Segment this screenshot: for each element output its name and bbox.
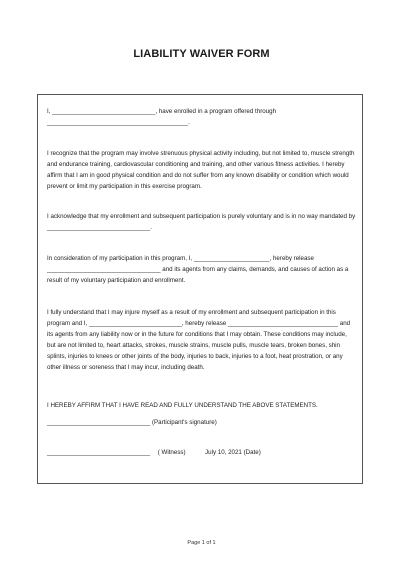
witness-row bbox=[47, 447, 261, 458]
date-value: July 10, 2021 bbox=[205, 449, 242, 456]
witness-signature-line: ______________________________ bbox=[47, 449, 151, 456]
enroll-line-2: _________________________________________. bbox=[47, 119, 190, 126]
page-footer: Page 1 of 1 bbox=[187, 540, 216, 546]
document-title: LIABILITY WAIVER FORM bbox=[133, 48, 270, 60]
participant-signature-label: (Participant's signature) bbox=[151, 419, 217, 426]
participant-signature-row bbox=[47, 417, 217, 428]
recognize-paragraph: I recognize that the program may involve strenuous physical activity including, but not limited to, muscle strength and endurance training, cardiovascular conditioning and training, and other various fitness activities. I hereby affirm that I am in good physical condition and do not suffer from any known disability or condition which would prevent or limit my participation in this exercise program. bbox=[47, 150, 355, 190]
understand-paragraph: I fully understand that I may injure myself as a result of my enrollment and subsequent participation in this program and I, ___________________________, hereby release ________________________________ and its agents from any liability now or in the future for conditions that I may obtain. These conditions may include, but are not limited to, heart attacks, strokes, muscle strains, muscle pulls, muscle tears, broken bones, shin splints, injuries to knees or other joints of the body, injuries to back, injuries to a foot, heat prostration, or any other illness or soreness that I may incur, including death. bbox=[47, 309, 351, 371]
affirm-statement: I HEREBY AFFIRM THAT I HAVE READ AND FULLY UNDERSTAND THE ABOVE STATEMENTS. bbox=[47, 402, 318, 409]
participant-signature-line: ______________________________ bbox=[47, 419, 151, 426]
date-label: (Date) bbox=[243, 449, 261, 456]
acknowledge-paragraph: I acknowledge that my enrollment and subsequent participation is purely voluntary and is in no way mandated by ______________________________. bbox=[47, 213, 356, 231]
witness-label: ( Witness) bbox=[157, 449, 186, 456]
consideration-paragraph: In consideration of my participation in this program, I, ______________________, hereby release _________________________________ and its agents from any claims, demands, and causes of action as a result of my voluntary participation and enrollment. bbox=[47, 255, 349, 284]
enroll-line-1: I, ______________________________, have enrolled in a program offered through bbox=[47, 108, 277, 115]
